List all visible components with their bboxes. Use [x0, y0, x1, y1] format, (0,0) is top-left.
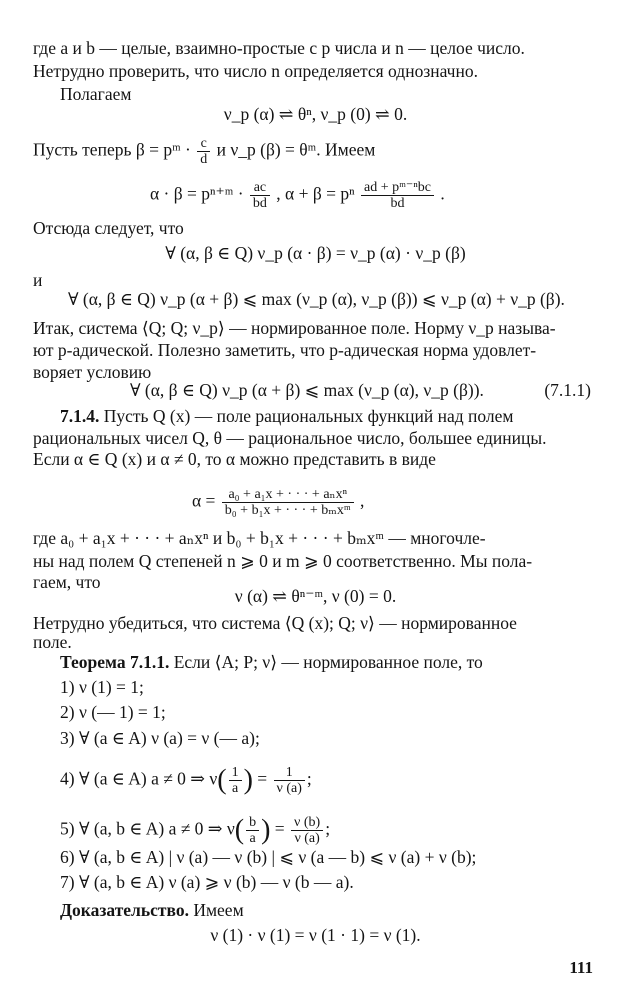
formula: ν (α) ⇌ θⁿ⁻ᵐ, ν (0) = 0.: [234, 586, 397, 606]
text-fragment: ;: [306, 768, 312, 789]
numerator: b: [246, 815, 259, 831]
left-paren: (: [234, 814, 245, 846]
text-fragment: Имеем: [188, 900, 244, 920]
proof-title: Доказательство.: [60, 900, 189, 920]
text-line: ют p-адической. Полезно заметить, что p-адическая норма удовлет-: [33, 340, 537, 360]
fraction: [274, 765, 305, 796]
formula: ∀ (α, β ∈ Q) ν_p (α · β) = ν_p (α) · ν_p (β): [165, 243, 466, 263]
text-fragment: 5) ∀ (a, b ∈ A) a ≠ 0 ⇒ ν: [60, 818, 235, 839]
text-line: Итак, система ⟨Q; Q; ν_p⟩ — нормированное поле. Норму ν_p называ-: [33, 318, 556, 338]
text-line: рациональных чисел Q, θ — рациональное число, большее единицы.: [33, 428, 547, 448]
text-fragment: .: [440, 183, 445, 204]
list-item: [60, 815, 330, 846]
fraction: [250, 180, 270, 211]
text-line: [60, 900, 244, 920]
formula: [192, 487, 364, 518]
text-fragment: , α + β = pⁿ: [276, 183, 355, 204]
numerator: a₀ + a₁x + · · · + aₙxⁿ: [222, 487, 354, 503]
text-line: [33, 352, 152, 382]
text-line: Нетрудно убедиться, что система ⟨Q (x); Q; ν⟩ — нормированное: [33, 613, 517, 633]
text-fragment: =: [252, 768, 268, 789]
section-number: 7.1.4.: [60, 406, 100, 426]
denominator: d: [200, 152, 208, 167]
list-item: [60, 765, 312, 796]
list-item: 1) ν (1) = 1;: [60, 677, 144, 697]
text-line: Полагаем: [60, 84, 132, 104]
text-line: где a₀ + a₁x + · · · + aₙxⁿ и b₀ + b₁x + · · · + bₘxᵐ — многочле-: [33, 528, 486, 548]
fraction: [222, 487, 354, 518]
text-line: ны над полем Q степеней n ⩾ 0 и m ⩾ 0 соответственно. Мы пола-: [33, 551, 533, 571]
numerator: ν (b): [291, 815, 323, 831]
text-fragment: Пусть теперь β = pᵐ ·: [33, 139, 191, 160]
text-line: [60, 652, 483, 672]
formula: ∀ (α, β ∈ Q) ν_p (α + β) ⩽ max (ν_p (α), ν_p (β)) ⩽ ν_p (α) + ν_p (β).: [68, 289, 565, 309]
left-paren: (: [217, 764, 227, 796]
text-fragment: Если ⟨A; P; ν⟩ — нормированное поле, то: [169, 652, 483, 672]
denominator: ν (a): [276, 781, 302, 796]
fraction: [291, 815, 323, 846]
numerator: c: [197, 136, 210, 152]
text-fragment: Пусть Q (x) — поле рациональных функций над полем: [99, 406, 514, 426]
text-fragment: ,: [360, 490, 365, 511]
denominator: a: [249, 831, 256, 846]
text-line: Нетрудно проверить, что число n определяется однозначно.: [33, 61, 478, 81]
text-fragment: и ν_p (β) = θᵐ. Имеем: [216, 139, 376, 160]
denominator: bd: [252, 196, 267, 211]
text-fragment: α =: [192, 490, 216, 511]
text-line: Отсюда следует, что: [33, 218, 184, 238]
formula: [150, 180, 445, 211]
denominator: a: [231, 781, 239, 796]
equation-number: (7.1.1): [544, 380, 591, 400]
right-paren: ): [261, 814, 271, 846]
page-number: 111: [569, 958, 593, 977]
text-fragment: воряет условию: [33, 362, 152, 382]
list-item: 7) ∀ (a, b ∈ A) ν (a) ⩾ ν (b) — ν (b — a).: [60, 872, 354, 892]
formula: ν (1) · ν (1) = ν (1 · 1) = ν (1).: [210, 925, 421, 945]
right-paren: ): [243, 764, 253, 796]
text-line: гаем, что: [33, 572, 101, 592]
text-fragment: α · β = pⁿ⁺ᵐ ·: [150, 183, 244, 204]
text-line: и: [33, 270, 43, 290]
theorem-title: Теорема 7.1.1.: [60, 652, 170, 672]
text-line: [33, 136, 375, 167]
fraction: [246, 815, 259, 846]
text-line: Если α ∈ Q (x) и α ≠ 0, то α можно представить в виде: [33, 449, 436, 469]
fraction: [361, 180, 434, 211]
fraction: [229, 765, 242, 796]
fraction: [197, 136, 210, 167]
denominator: bd: [390, 196, 405, 211]
text-line: [60, 406, 513, 426]
text-fragment: 4) ∀ (a ∈ A) a ≠ 0 ⇒ ν: [60, 768, 218, 789]
denominator: b₀ + b₁x + · · · + bₘxᵐ: [224, 503, 351, 518]
numerator: ad + pᵐ⁻ⁿbc: [361, 180, 434, 196]
list-item: 6) ∀ (a, b ∈ A) | ν (a) — ν (b) | ⩽ ν (a — b) ⩽ ν (a) + ν (b);: [60, 847, 477, 867]
numerator: ac: [250, 180, 270, 196]
formula: ν_p (α) ⇌ θⁿ, ν_p (0) ⇌ 0.: [223, 104, 408, 124]
list-item: 3) ∀ (a ∈ A) ν (a) = ν (— a);: [60, 728, 260, 748]
formula-body: ∀ (α, β ∈ Q) ν_p (α + β) ⩽ max (ν_p (α), ν_p (β)).: [130, 380, 484, 400]
list-item: 2) ν (— 1) = 1;: [60, 702, 166, 722]
denominator: ν (a): [294, 831, 320, 846]
numerator: 1: [274, 765, 305, 781]
text-line: где a и b — целые, взаимно-простые с p числа и n — целое число.: [33, 38, 525, 58]
text-line: поле.: [33, 632, 72, 652]
numerator: 1: [229, 765, 242, 781]
text-fragment: ;: [325, 818, 331, 839]
text-fragment: =: [270, 818, 285, 839]
